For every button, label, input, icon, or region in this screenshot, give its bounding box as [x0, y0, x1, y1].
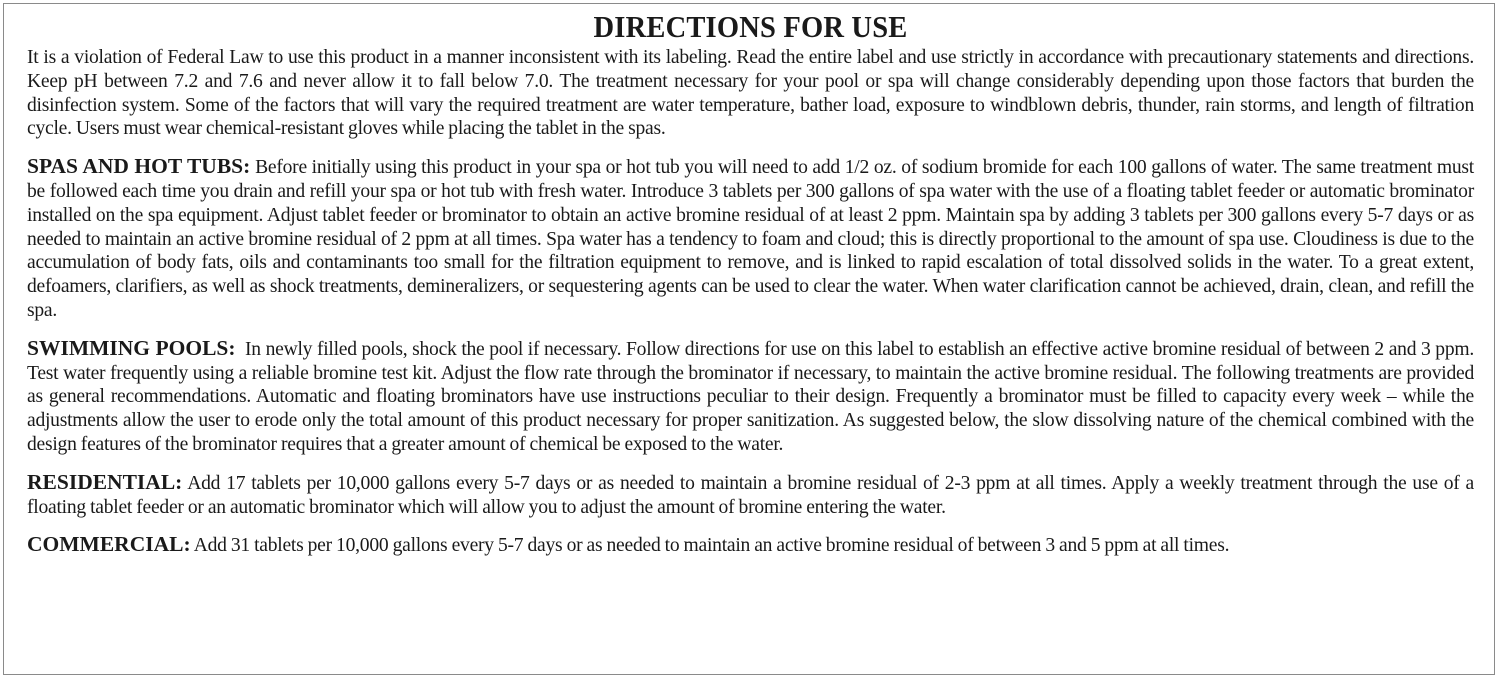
- residential-heading: RESIDENTIAL:: [27, 469, 183, 494]
- commercial-body: Add 31 tablets per 10,000 gallons every 5-7 days or as needed to maintain an active bromine residual of between 3 and 5 ppm at all times.: [193, 535, 1230, 557]
- intro-paragraph: It is a violation of Federal Law to use this product in a manner inconsistent with its labeling. Read the entire label and use strictly in accordance with precautionary statements and directions. Keep pH between 7.2 and 7.6 and never allow it to fall below 7.0. The treatment necessary for your pool or spa will change considerably depending upon those factors that burden the disinfection system. Some of the factors that will vary the required treatment are water temperature, bather load, exposure to windblown debris, thunder, rain storms, and length of filtration cycle. Users must wear chemical-resistant gloves while placing the tablet in the spas.: [27, 47, 1474, 140]
- residential-section: [27, 471, 1474, 520]
- spas-body: Before initially using this product in your spa or hot tub you will need to add 1/2 oz. of sodium bromide for each 100 gallons of water. The same treatment must be followed each time you drain and refill your spa or hot tub with fresh water. Introduce 3 tablets per 300 gallons of spa water with the use of a floating tablet feeder or automatic brominator installed on the spa equipment. Adjust tablet feeder or brominator to obtain an active bromine residual of at least 2 ppm. Maintain spa by adding 3 tablets per 300 gallons every 5-7 days or as needed to maintain an active bromine residual of 2 ppm at all times. Spa water has a tendency to foam and cloud; this is directly proportional to the amount of spa use. Cloudiness is due to the accumulation of body fats, oils and contaminants too small for the filtration equipment to remove, and is linked to rapid escalation of total dissolved solids in the water. To a great extent, defoamers, clarifiers, as well as shock treatments, demineralizers, or sequestering agents can be used to clear the water. When water clarification cannot be achieved, drain, clean, and refill the spa.: [27, 157, 1474, 321]
- spas-section: [27, 155, 1474, 323]
- spas-heading: SPAS AND HOT TUBS:: [27, 154, 251, 179]
- directions-label-panel: [3, 3, 1495, 675]
- pools-section: [27, 337, 1474, 457]
- page-title: DIRECTIONS FOR USE: [593, 9, 908, 44]
- pools-heading: SWIMMING POOLS:: [27, 335, 236, 360]
- residential-body: Add 17 tablets per 10,000 gallons every 5-7 days or as needed to maintain a bromine residual of 2-3 ppm at all times. Apply a weekly treatment through the use of a floating tablet feeder or an automatic brominator which will allow you to adjust the amount of bromine entering the water.: [27, 472, 1474, 518]
- commercial-section: [27, 533, 1474, 558]
- commercial-heading: COMMERCIAL:: [27, 532, 191, 557]
- pools-body: In newly filled pools, shock the pool if necessary. Follow directions for use on this label to establish an effective active bromine residual of between 2 and 3 ppm. Test water frequently using a reliable bromine test kit. Adjust the flow rate through the brominator if necessary, to maintain the active bromine residual. The following treatments are provided as general recommendations. Automatic and floating brominators have use instructions peculiar to their design. Frequently a brominator must be filled to capacity every week – while the adjustments allow the user to erode only the total amount of this product necessary for proper sanitization. As suggested below, the slow dissolving nature of the chemical combined with the design features of the brominator requires that a greater amount of chemical be exposed to the water.: [27, 338, 1475, 455]
